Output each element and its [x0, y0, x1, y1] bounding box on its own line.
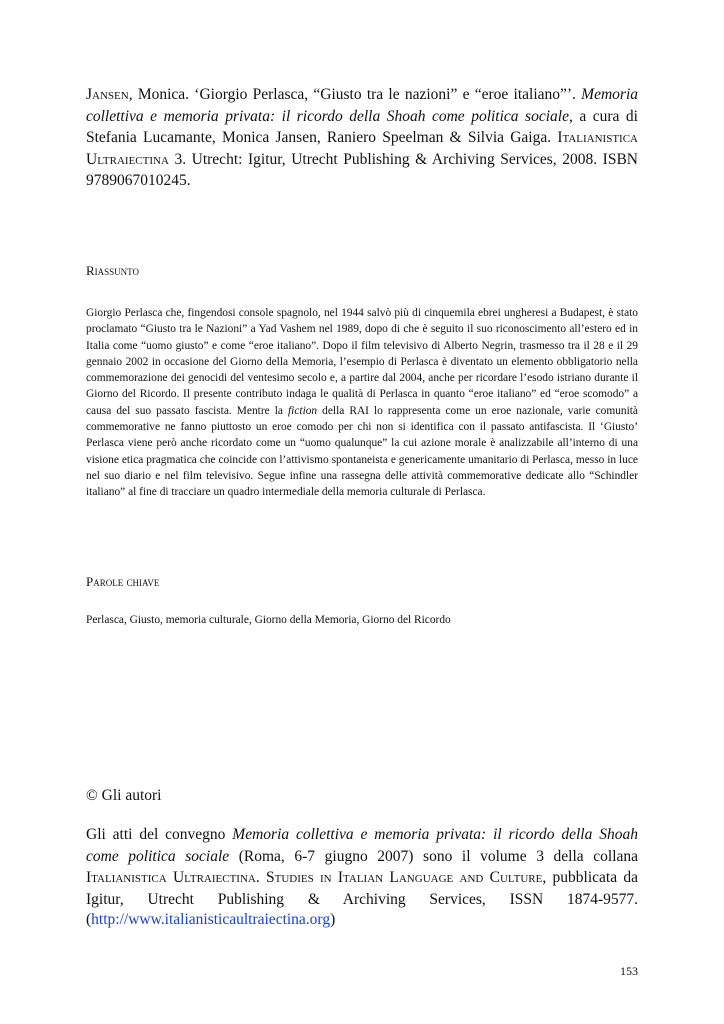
- url-close-paren: ): [330, 911, 336, 928]
- proceedings-note: [86, 824, 638, 910]
- book-title: Memoria collettiva e memoria privata: il ricordo della Shoah come politica sociale: [86, 86, 638, 125]
- url-open-paren: (: [86, 911, 92, 928]
- abstract-heading: Riassunto: [86, 263, 140, 278]
- proceedings-publisher: , pubblicata da Igitur, Utrecht Publishing & Archiving Services, ISSN 1874-9577.: [86, 869, 638, 908]
- series-name: Italianistica Ultraiectina: [86, 129, 638, 168]
- keywords-text: Perlasca, Giusto, memoria culturale, Giorno della Memoria, Giorno del Ricordo: [86, 614, 451, 626]
- proceedings-details: (Roma, 6-7 giugno 2007) sono il volume 3 della collana: [229, 847, 639, 865]
- proceedings-url-line: [86, 909, 335, 931]
- abstract-part-1: Giorgio Perlasca che, fingendosi console spagnolo, nel 1944 salvò più di cinquemila ebrei ungheresi a Budapest, è stato proclamato “Giusto tra le Nazioni” a Yad Vashem nel 1989, dopo di che è seguito il suo riconoscimento all’estero ed in Italia come “uomo giusto” e come “eroe italiano”. Dopo il film televisivo di Alberto Negrin, trasmesso tra il 28 e il 29 gennaio 2002 in occasione del Giorno della Memoria, l’esempio di Perlasca è diventato un elemento obbligatorio nella commemorazione dei genocidi del ventesimo secolo e, a partire dal 2004, anche per ricordare l’esodo istriano durante il Giorno del Ricordo. Il presente contributo indaga le qualità di Perlasca in quanto “eroe italiano” ed “eroe scomodo” a causa del suo passato fascista. Mentre la: [86, 307, 638, 417]
- article-title: ‘Giorgio Perlasca, “Giusto tra le nazioni” e “eroe italiano”’.: [189, 86, 582, 103]
- publication-details: 3. Utrecht: Igitur, Utrecht Publishing & Archiving Services, 2008. ISBN 9789067010245.: [86, 150, 638, 189]
- conference-title: Memoria collettiva e memoria privata: il ricordo della Shoah come politica sociale: [86, 826, 638, 865]
- editors: , a cura di Stefania Lucamante, Monica Jansen, Raniero Speelman & Silvia Gaiga.: [86, 107, 638, 146]
- proceedings-series-name: Italianistica Ultraiectina. Studies in Italian Language and Culture: [86, 869, 543, 886]
- bibliographic-citation: [86, 84, 638, 192]
- author-surname: Jansen: [86, 86, 129, 103]
- paper-page: [86, 0, 638, 1024]
- page-number: 153: [620, 964, 638, 978]
- proceedings-intro: Gli atti del convegno: [86, 826, 233, 843]
- keywords-heading: Parole chiave: [86, 574, 160, 589]
- abstract-italic-word: fiction: [288, 404, 318, 417]
- copyright-notice: © Gli autori: [86, 787, 162, 804]
- author-given-name: , Monica.: [128, 86, 190, 103]
- abstract-part-2: della RAI lo rappresenta come un eroe nazionale, varie comunità commemorative ne fanno piuttosto un eroe comodo per chi non si identifica con il passato antifascista. Il ‘Giusto’ Perlasca viene però anche ricordato come un “uomo qualunque” la cui azione morale è analizzabile all’interno di una visione etica pragmatica che coincide con l’attivismo spontaneista e genericamente umanitario di Perlasca, messo in luce nel suo diario e nel film televisivo. Segue infine una rassegna delle attività commemorative dedicate allo “Schindler italiano” al fine di tracciare un quadro intermediale della memoria culturale di Perlasca.: [86, 404, 638, 499]
- abstract-text: [86, 305, 638, 501]
- website-link[interactable]: http://www.italianisticaultraiectina.org: [91, 911, 331, 928]
